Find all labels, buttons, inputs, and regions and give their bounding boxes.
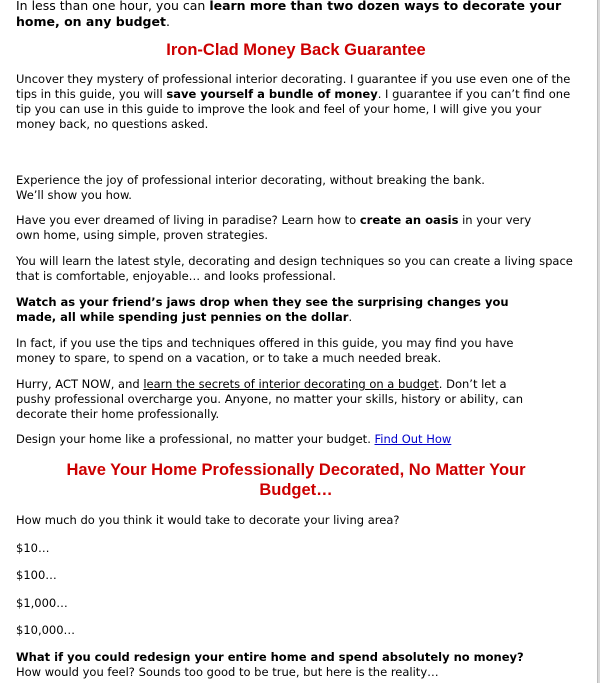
find-out-how-link[interactable]: Find Out How: [374, 432, 452, 446]
dreamed-text: Have you ever dreamed of living in paradise? Learn how to: [16, 213, 360, 227]
hurry-paragraph: [16, 377, 526, 422]
guarantee-text: Uncover they mystery of professional interior decorating. I guarantee if you use even one of the tips in this guide, you will: [16, 72, 571, 101]
dreamed-paragraph: [16, 213, 536, 243]
intro-paragraph: [16, 0, 586, 30]
guarantee-heading: Iron-Clad Money Back Guarantee: [166, 41, 426, 59]
watch-paragraph: [16, 295, 536, 325]
guarantee-paragraph: [16, 72, 576, 132]
amount-100: $100…: [16, 568, 57, 582]
dreamed-text-end: in your very own home, using simple, proven strategies.: [16, 213, 532, 242]
experience-paragraph: Experience the joy of professional interior decorating, without breaking the bank. We’ll show you how.: [16, 173, 485, 202]
infact-paragraph: In fact, if you use the tips and techniques offered in this guide, you may find you have money to spare, to spend on a vacation, or to take a much needed break.: [16, 336, 514, 365]
whatif-bold: What if you could redesign your entire home and spend absolutely no money?: [16, 650, 524, 664]
watch-end: .: [348, 310, 353, 324]
guarantee-text-end: . I guarantee if you can’t find one tip you can use in this guide to improve the look and feel of your home, I will give you your money back, no questions asked.: [16, 87, 571, 131]
hurry-text-end: . Don’t let a pushy professional overcharge you. Anyone, no matter your skills, history or ability, can decorate their home professionally.: [16, 377, 523, 421]
howmuch-paragraph: How much do you think it would take to decorate your living area?: [16, 513, 400, 527]
watch-bold: Watch as your friend’s jaws drop when they see the surprising changes you made, all while spending just pennies on the dollar: [16, 295, 509, 324]
intro-text: In less than one hour, you can: [16, 0, 210, 13]
secrets-link[interactable]: learn the secrets of interior decorating on a budget: [143, 377, 439, 391]
intro-bold: learn more than two dozen ways to decorate your home, on any budget: [16, 0, 562, 29]
whatif-text-end: How would you feel? Sounds too good to be true, but here is the reality…: [16, 665, 439, 679]
hurry-text: Hurry, ACT NOW, and: [16, 377, 144, 391]
amount-1000: $1,000…: [16, 596, 68, 610]
design-paragraph: [16, 432, 576, 447]
amount-10000: $10,000…: [16, 623, 76, 637]
intro-end: .: [165, 14, 170, 29]
dreamed-bold: create an oasis: [359, 213, 459, 227]
whatif-paragraph: [16, 650, 536, 680]
decorated-heading: Have Your Home Professionally Decorated, No Matter Your Budget…: [66, 461, 526, 499]
amount-10: $10…: [16, 541, 50, 555]
learn-paragraph: You will learn the latest style, decorating and design techniques so you can create a living space that is comfortable, enjoyable… and looks professional.: [16, 254, 573, 283]
design-text: Design your home like a professional, no matter your budget.: [16, 432, 375, 446]
guarantee-bold: save yourself a bundle of money: [166, 87, 378, 101]
